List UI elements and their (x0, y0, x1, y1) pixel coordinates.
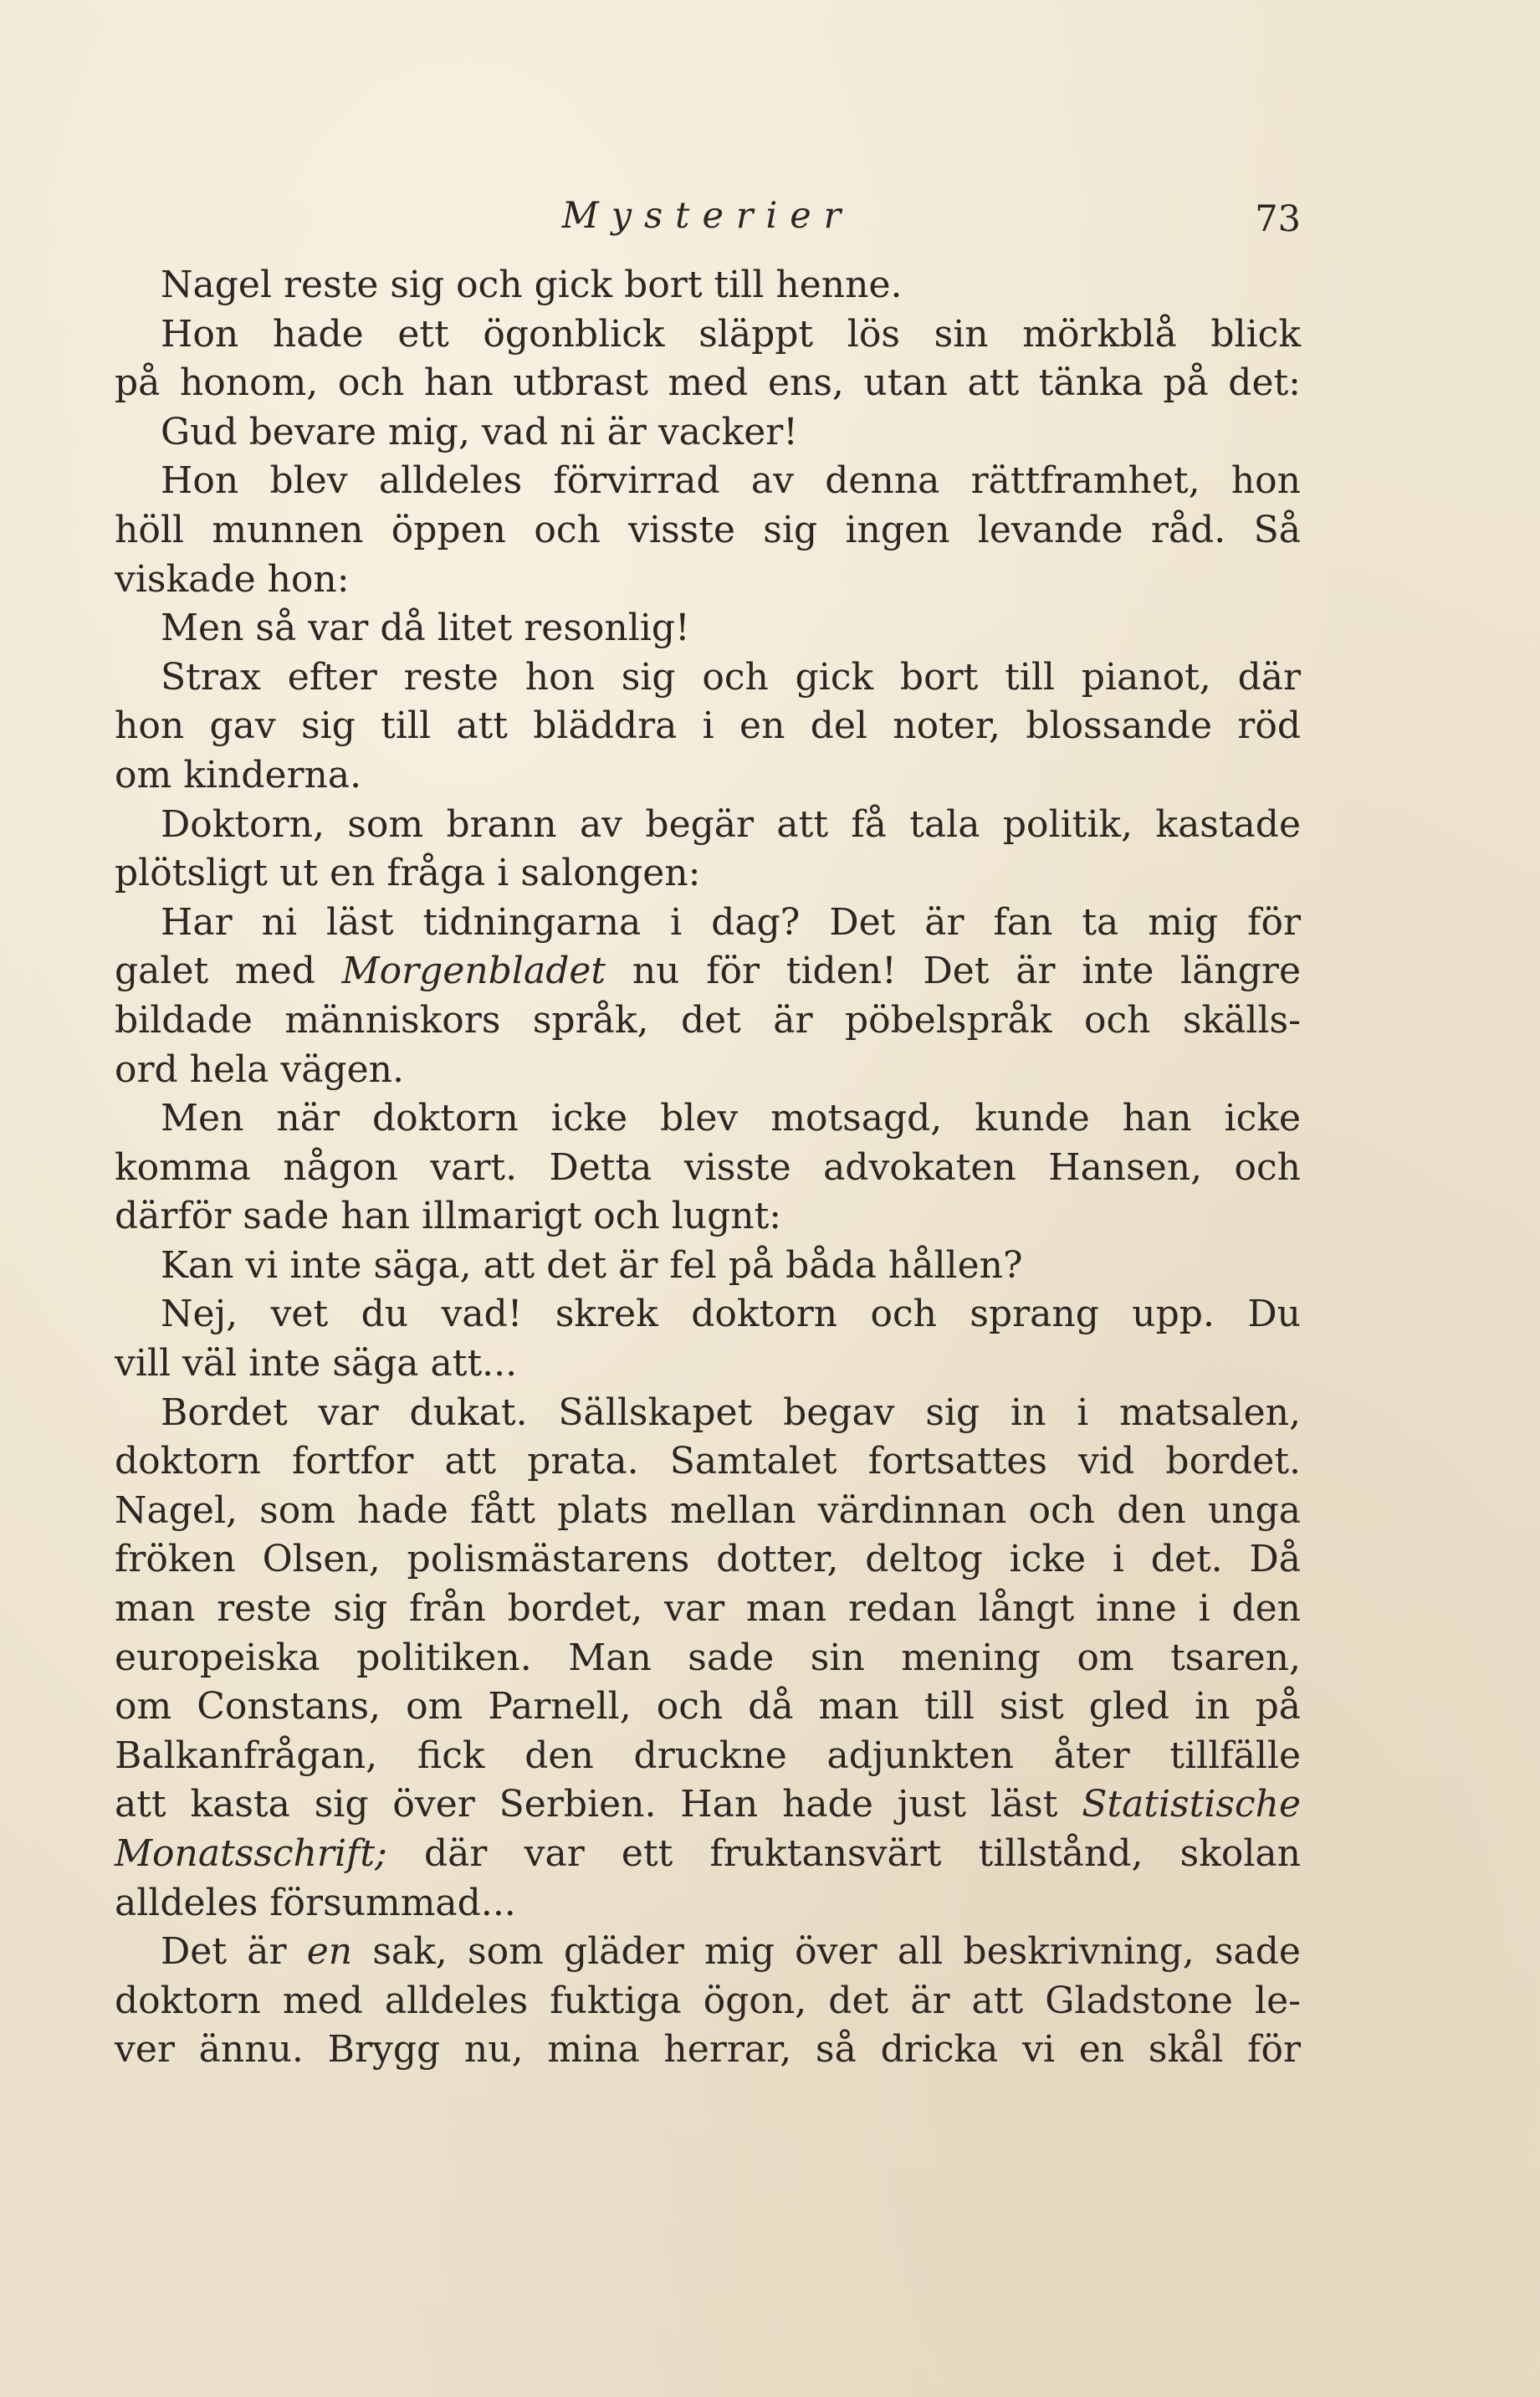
text-line: Nagel, som hade fått plats mellan värdinnan och den unga (115, 1488, 1301, 1532)
text-line: man reste sig från bordet, var man redan långt inne i den (115, 1587, 1301, 1631)
text-line: därför sade han illmarigt och lugnt: (115, 1195, 782, 1238)
text-line: alldeles försummad... (115, 1881, 516, 1924)
page-number: 73 (1255, 198, 1301, 240)
text-segment: där var ett fruktansvärt tillstånd, skolan (386, 1832, 1301, 1875)
text-line: om kinderna. (115, 753, 362, 796)
text-line: komma någon vart. Detta visste advokaten Hansen, och (115, 1145, 1301, 1189)
text-segment: sak, som gläder mig över all beskrivning, sade (352, 1930, 1301, 1974)
text-segment: att kasta sig över Serbien. Han hade just läst (115, 1783, 1082, 1826)
text-line: om Constans, om Parnell, och då man till sist gled in på (115, 1685, 1301, 1729)
italic-title: Statistische (1082, 1783, 1301, 1826)
text-line: fröken Olsen, polismästarens dotter, deltog icke i det. Då (115, 1538, 1301, 1581)
text-line: bildade människors språk, det är pöbelspråk och skälls- (115, 998, 1301, 1042)
text-segment: Det är (161, 1930, 307, 1974)
text-line: Doktorn, som brann av begär att få tala politik, kastade (161, 802, 1301, 846)
running-title: Mysterier (561, 195, 854, 237)
italic-title: en (306, 1930, 353, 1974)
page-header (115, 191, 1301, 241)
text-segment: galet med (115, 950, 342, 993)
text-line: Kan vi inte säga, att det är fel på båda hållen? (161, 1243, 1023, 1287)
text-line: Strax efter reste hon sig och gick bort till pianot, där (161, 655, 1301, 699)
text-line: ord hela vägen. (115, 1047, 404, 1091)
text-line: doktorn med alldeles fuktiga ögon, det är att Gladstone le- (115, 1979, 1301, 2022)
text-line (115, 1928, 1301, 1977)
text-line: Men så var då litet resonlig! (161, 607, 690, 650)
text-line: Har ni läst tidningarna i dag? Det är fan ta mig för (161, 900, 1301, 944)
text-line: Bordet var dukat. Sällskapet begav sig in i matsalen, (161, 1391, 1301, 1434)
text-line: viskade hon: (115, 557, 350, 601)
text-line: Gud bevare mig, vad ni är vacker! (161, 410, 798, 453)
text-line: Hon blev alldeles förvirrad av denna rättframhet, hon (161, 459, 1301, 503)
text-line: vill väl inte säga att... (115, 1342, 518, 1385)
text-line: hon gav sig till att bläddra i en del noter, blossande röd (115, 704, 1301, 748)
text-line: europeiska politiken. Man sade sin mening om tsaren, (115, 1636, 1301, 1679)
text-line: höll munnen öppen och visste sig ingen levande råd. Så (115, 508, 1301, 551)
italic-title: Monatsschrift; (115, 1832, 387, 1875)
text-line: ver ännu. Brygg nu, mina herrar, så dricka vi en skål för (115, 2028, 1301, 2072)
text-segment: nu för tiden! Det är inte längre (606, 950, 1301, 993)
text-line: Men när doktorn icke blev motsagd, kunde han icke (161, 1097, 1301, 1140)
text-line: Balkanfrågan, fick den druckne adjunkten åter tillfälle (115, 1734, 1301, 1777)
text-line: Nagel reste sig och gick bort till henne. (161, 264, 903, 306)
text-line: plötsligt ut en fråga i salongen: (115, 852, 701, 895)
italic-title: Morgenbladet (341, 950, 606, 993)
text-line: på honom, och han utbrast med ens, utan att tänka på det: (115, 361, 1301, 405)
text-line (115, 1780, 1301, 1830)
text-line (115, 947, 1301, 996)
text-line (115, 1830, 1301, 1879)
text-line: Nej, vet du vad! skrek doktorn och sprang upp. Du (161, 1293, 1301, 1336)
body-text (115, 261, 1301, 2075)
text-line: Hon hade ett ögonblick släppt lös sin mörkblå blick (161, 312, 1301, 356)
text-line: doktorn fortfor att prata. Samtalet fortsattes vid bordet. (115, 1440, 1301, 1483)
